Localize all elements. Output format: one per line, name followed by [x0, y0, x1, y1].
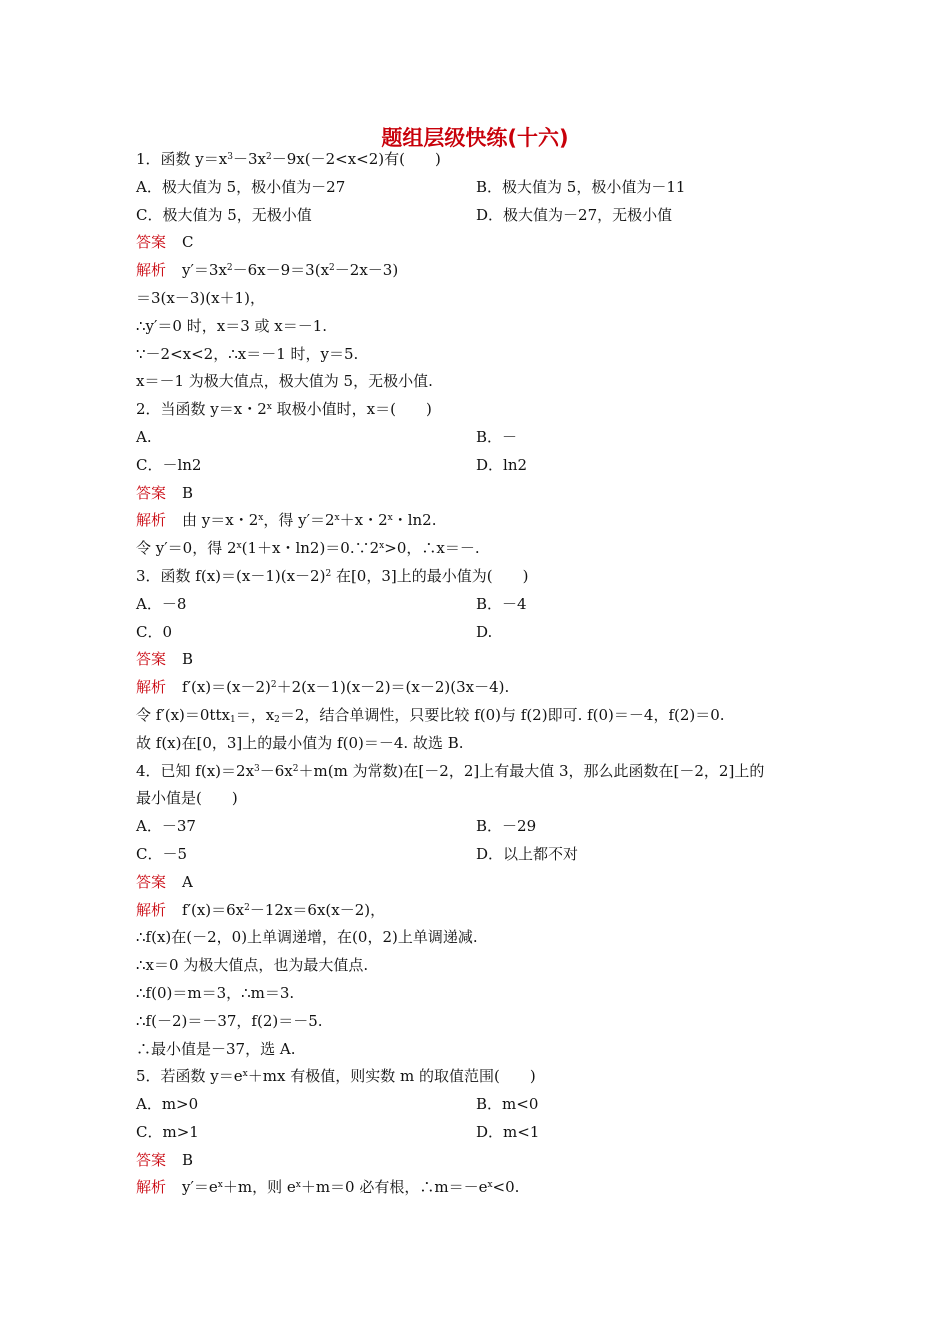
option-right: D．m<1 — [476, 1122, 540, 1141]
text-line: ∴x＝0 为极大值点，也为最大值点. — [136, 956, 369, 975]
text-line: 3．函数 $f(x)=(x-1)(x-2)^2$ 在[0，3]上的最小值为( ) — [136, 566, 529, 585]
answer-label: 答案 — [136, 1150, 167, 1169]
answer-line — [136, 646, 816, 674]
text-line: ∴y′＝0 时，x＝3 或 x＝－1. — [136, 316, 328, 335]
analysis-label: 解析 — [136, 900, 167, 919]
options-row — [136, 591, 816, 619]
options-row — [136, 424, 816, 452]
text-line: x＝－1 为极大值点，极大值为 5，无极小值. — [136, 372, 433, 391]
text-line: ∵－2<x<2，∴x＝－1 时，y＝5. — [136, 344, 359, 363]
option-right: B．m<0 — [476, 1095, 539, 1114]
answer-line — [136, 229, 816, 257]
analysis-line — [136, 257, 816, 285]
text-line: 令 y′＝0，得 $2^x(1+x$・$\ln 2)=0.\because 2^x>0$，∴x＝－. — [136, 539, 480, 558]
text-line: 最小值是( ) — [136, 789, 238, 808]
text-line: 2．当函数 y＝x・2$^x$ 取极小值时，x＝( ) — [136, 400, 432, 419]
answer-text: B — [182, 650, 194, 669]
text-line: 4．已知 $f(x)=2x^3-6x^2+m(m$ 为常数)在[－2，2]上有最大值 3，那么此函数在[－2，2]上的 — [136, 761, 765, 780]
analysis-label: 解析 — [136, 678, 167, 697]
answer-text: C — [182, 233, 194, 252]
option-right: B．－4 — [476, 594, 527, 613]
page-title: 题组层级快练(十六) — [381, 126, 569, 150]
options-row — [136, 174, 816, 202]
answer-text: B — [182, 483, 194, 502]
options-row — [136, 1091, 816, 1119]
option-left: A．m>0 — [136, 1095, 199, 1114]
answer-label: 答案 — [136, 483, 167, 502]
options-row — [136, 841, 816, 869]
option-left: C．0 — [136, 622, 173, 641]
option-right: B．－29 — [476, 817, 537, 836]
answer-line — [136, 480, 816, 508]
analysis-text: $f'(x)=(x-2)^2+2(x-1)(x-2)=(x-2)(3x-4)$. — [182, 678, 510, 697]
analysis-text: $y'=e^x+m$，则 $e^x+m=0$ 必有根，$\therefore m=-e^x<0$. — [182, 1178, 520, 1197]
analysis-line — [136, 1174, 816, 1202]
analysis-text: $f'(x)=6x^2-12x=6x(x-2)$， — [182, 900, 386, 919]
option-left: A．－37 — [136, 817, 196, 836]
option-right: B．－ — [476, 427, 518, 446]
text-line: ∴最小值是－37，选 A. — [136, 1039, 296, 1058]
option-left: C．极大值为 5，无极小值 — [136, 205, 312, 224]
answer-line — [136, 869, 816, 897]
text-line: 故 f(x)在[0，3]上的最小值为 f(0)＝－4. 故选 B. — [136, 733, 464, 752]
option-left: C．m>1 — [136, 1122, 199, 1141]
option-right: D．极大值为－27，无极小值 — [476, 205, 673, 224]
option-right: B．极大值为 5，极小值为－11 — [476, 177, 686, 196]
answer-label: 答案 — [136, 233, 167, 252]
answer-line — [136, 1147, 816, 1175]
option-right: D．以上都不对 — [476, 844, 579, 863]
option-left: A．极大值为 5，极小值为－27 — [136, 177, 346, 196]
options-row — [136, 202, 816, 230]
answer-text: B — [182, 1150, 194, 1169]
analysis-label: 解析 — [136, 1178, 167, 1197]
options-row — [136, 452, 816, 480]
analysis-line — [136, 674, 816, 702]
option-left: A．－8 — [136, 594, 187, 613]
text-line: ＝3(x－3)(x＋1)， — [136, 288, 265, 307]
text-line: 5．若函数 $y=e^x+mx$ 有极值，则实数 m 的取值范围( ) — [136, 1067, 536, 1086]
text-line: 令 f′(x)＝0ttx$_1$＝，$x_2=2$，结合单调性，只要比较 f(0)与 f(2)即可. f(0)＝－4，f(2)＝0. — [136, 705, 725, 725]
text-line: ∴f(x)在(－2，0)上单调递增，在(0，2)上单调递减. — [136, 928, 478, 947]
option-left: C．－5 — [136, 844, 188, 863]
analysis-text: $y'=3x^2-6x-9=3(x^2-2x-3)$ — [182, 261, 399, 280]
text-line: 1．函数 $y=x^3-3x^2-9x(-2<x<2)$有( ) — [136, 150, 441, 168]
option-right: D．ln2 — [476, 455, 528, 474]
options-row — [136, 1119, 816, 1147]
analysis-line — [136, 897, 816, 925]
option-left: A. — [136, 427, 152, 446]
text-line: ∴f(0)＝m＝3，∴m＝3. — [136, 983, 295, 1002]
option-right: D. — [476, 622, 493, 641]
analysis-label: 解析 — [136, 261, 167, 280]
options-row — [136, 813, 816, 841]
answer-label: 答案 — [136, 650, 167, 669]
option-left: C．－ln2 — [136, 455, 202, 474]
analysis-text: 由 y＝x・2$^x$，得 $y'=2^x+x$・2$^x$・ln2. — [182, 511, 437, 530]
options-row — [136, 619, 816, 647]
text-line: ∴f(－2)＝－37，f(2)＝－5. — [136, 1011, 323, 1030]
analysis-label: 解析 — [136, 511, 167, 530]
answer-text: A — [182, 872, 193, 891]
answer-label: 答案 — [136, 872, 167, 891]
analysis-line — [136, 507, 816, 535]
document-body — [136, 146, 816, 1202]
